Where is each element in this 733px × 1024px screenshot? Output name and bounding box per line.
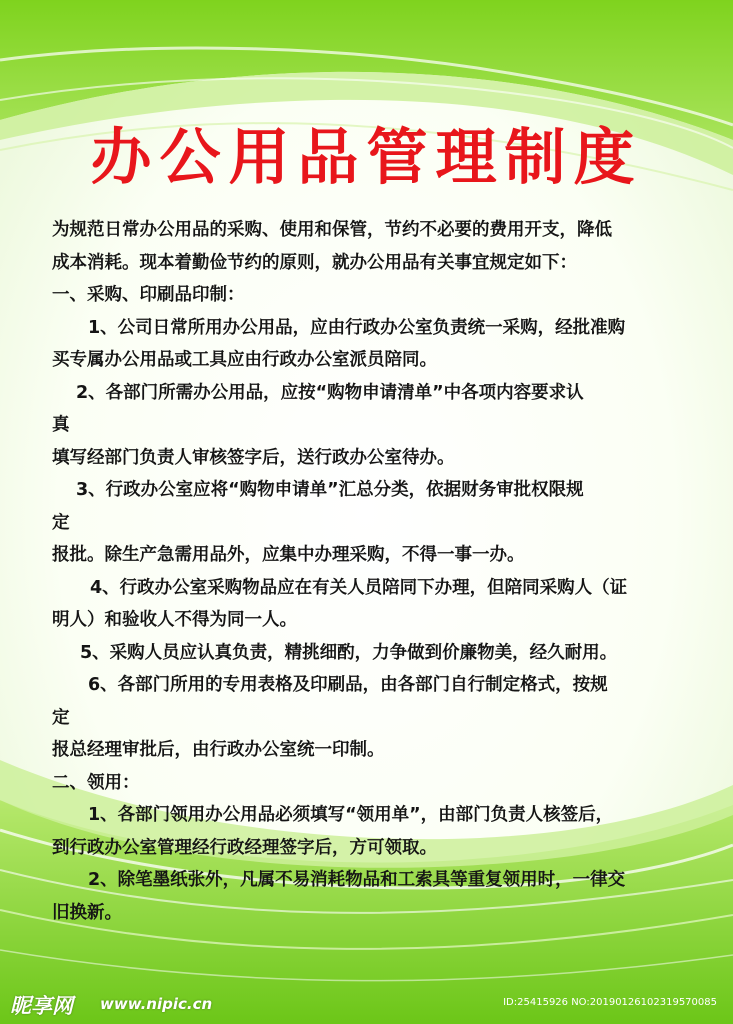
- text-line: 旧换新。: [52, 902, 122, 923]
- text-line: 2、除笔墨纸张外，凡属不易消耗物品和工索具等重复领用时，一律交: [88, 870, 626, 890]
- text-line: 6、各部门所用的专用表格及印刷品，由各部门自行制定格式，按规: [88, 675, 608, 695]
- watermark-site: www.nipic.cn: [100, 995, 213, 1013]
- text-line: 为规范日常办公用品的采购、使用和保管，节约不必要的费用开支，降低: [52, 220, 612, 240]
- text-line: 2、各部门所需办公用品，应按“购物申请清单”中各项内容要求认: [76, 382, 584, 403]
- page-title: 办公用品管理制度: [90, 122, 643, 193]
- text-line: 买专属办公用品或工具应由行政办公室派员陪同。: [52, 350, 437, 370]
- watermark-logo: 昵享网: [10, 994, 73, 1018]
- section-heading-usage: 二、领用：: [52, 772, 140, 793]
- text-line: 5、采购人员应认真负责，精挑细酌，力争做到价廉物美，经久耐用。: [80, 642, 618, 663]
- regulation-body: [52, 214, 716, 929]
- watermark-image-id: ID:25415926 NO:20190126102319570085: [503, 997, 717, 1008]
- text-line: 定: [52, 707, 70, 728]
- text-line: 填写经部门负责人审核签字后，送行政办公室待办。: [52, 447, 455, 468]
- text-line: 3、行政办公室应将“购物申请单”汇总分类，依据财务审批权限规: [76, 480, 584, 500]
- text-line: 成本消耗。现本着勤俭节约的原则，就办公用品有关事宜规定如下：: [52, 252, 577, 273]
- section-heading-purchase: 一、采购、印刷品印制：: [52, 285, 245, 305]
- text-line: 明人）和验收人不得为同一人。: [52, 610, 297, 630]
- text-line: 报总经理审批后，由行政办公室统一印制。: [52, 740, 385, 760]
- text-line: 报批。除生产急需用品外，应集中办理采购，不得一事一办。: [52, 545, 525, 565]
- text-line: 真: [52, 415, 70, 435]
- text-line: 到行政办公室管理经行政经理签字后，方可领取。: [52, 837, 437, 858]
- text-line: 1、各部门领用办公用品必须填写“领用单”，由部门负责人核签后，: [88, 805, 614, 825]
- text-line: 1、公司日常所用办公用品，应由行政办公室负责统一采购，经批准购: [88, 317, 626, 338]
- text-line: 定: [52, 512, 70, 533]
- text-line: 4、行政办公室采购物品应在有关人员陪同下办理，但陪同采购人（证: [90, 577, 628, 598]
